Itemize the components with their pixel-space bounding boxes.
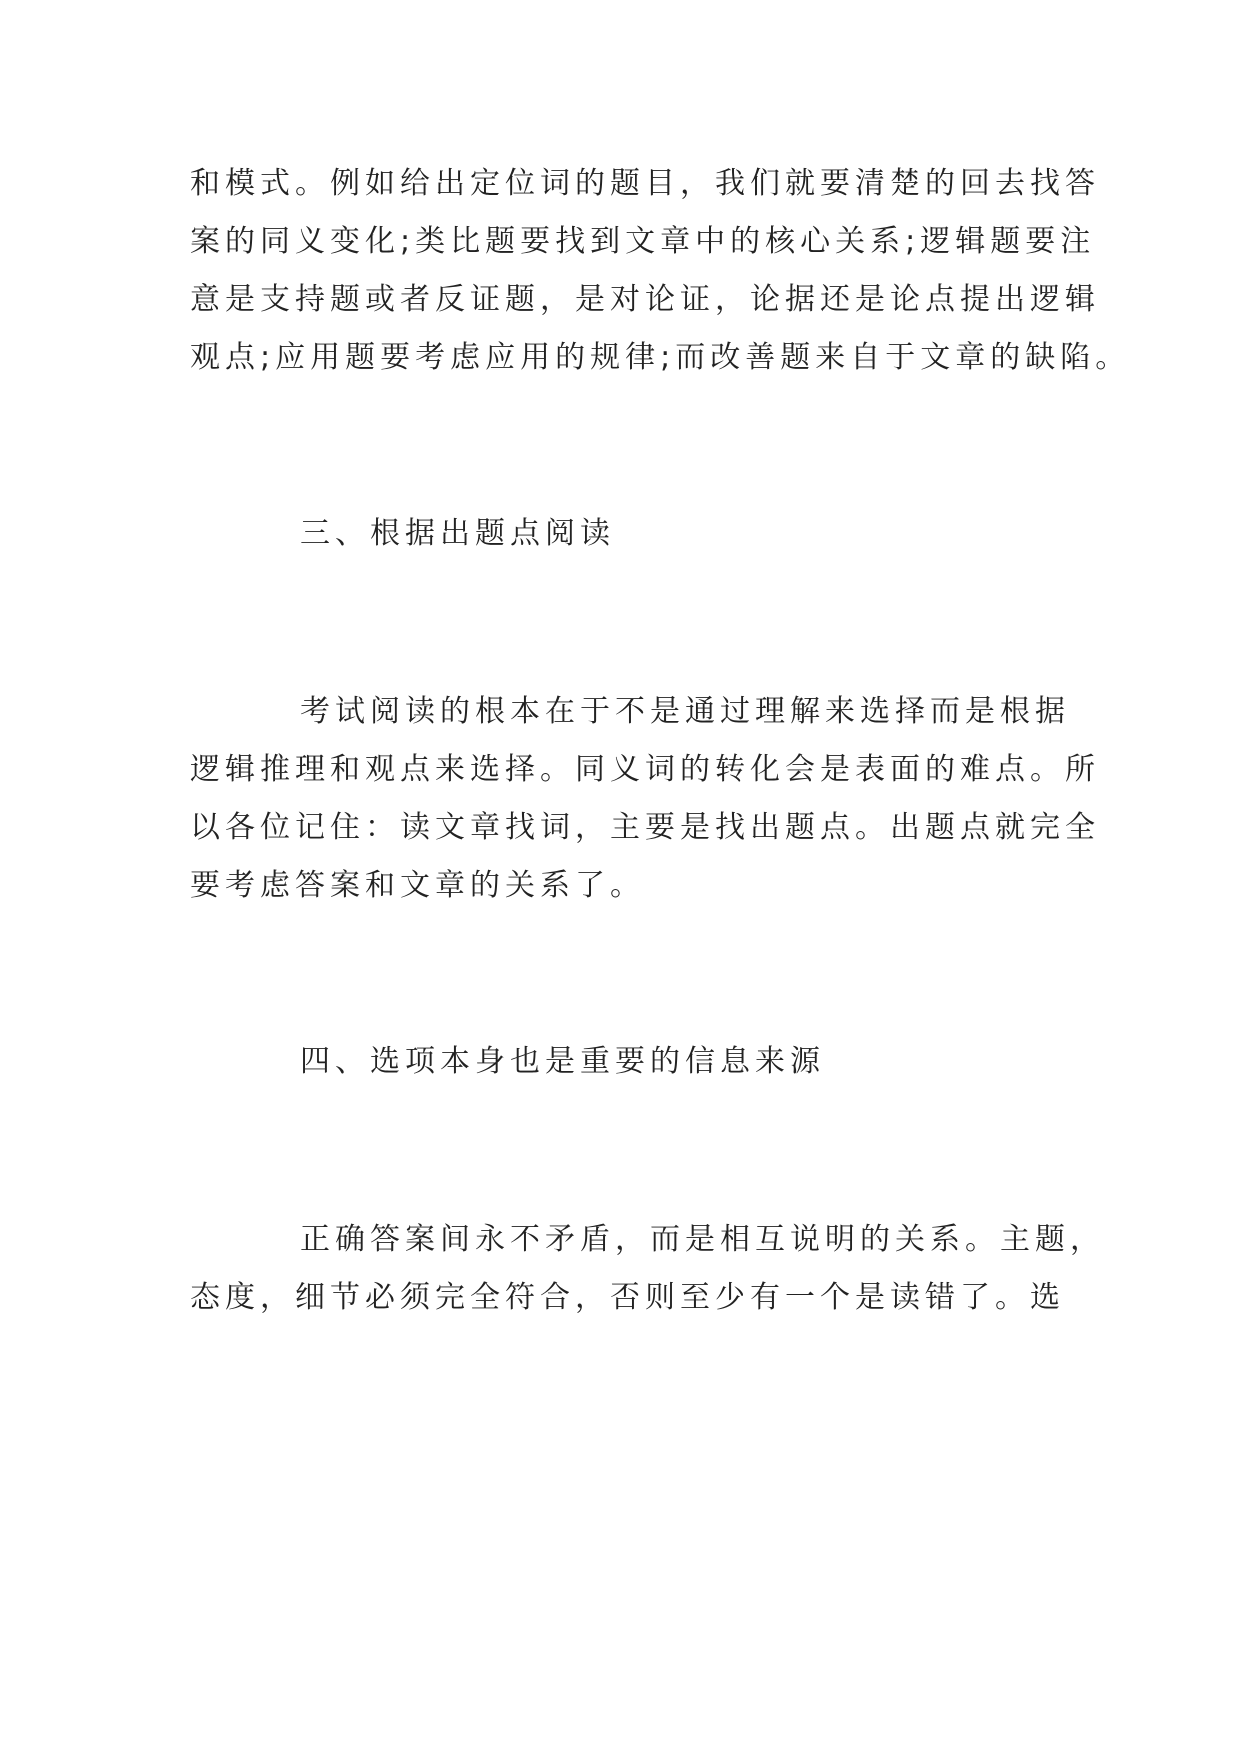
- paragraph-1-line-3: 意是支持题或者反证题，是对论证，论据还是论点提出逻辑: [190, 282, 1100, 317]
- paragraph-3-line-1: 正确答案间永不矛盾，而是相互说明的关系。主题，: [300, 1222, 1105, 1257]
- section-heading-3: 三、根据出题点阅读: [300, 516, 615, 551]
- paragraph-1-line-4: 观点;应用题要考虑应用的规律;而改善题来自于文章的缺陷。: [190, 340, 1131, 375]
- paragraph-2-line-3: 以各位记住：读文章找词，主要是找出题点。出题点就完全: [190, 810, 1100, 845]
- paragraph-2-line-1: 考试阅读的根本在于不是通过理解来选择而是根据: [300, 694, 1070, 729]
- paragraph-1-line-2: 案的同义变化;类比题要找到文章中的核心关系;逻辑题要注: [190, 224, 1096, 259]
- paragraph-2-line-2: 逻辑推理和观点来选择。同义词的转化会是表面的难点。所: [190, 752, 1100, 787]
- paragraph-2-line-4: 要考虑答案和文章的关系了。: [190, 868, 645, 903]
- section-heading-4: 四、选项本身也是重要的信息来源: [300, 1044, 825, 1079]
- paragraph-1-line-1: 和模式。例如给出定位词的题目，我们就要清楚的回去找答: [190, 166, 1100, 201]
- paragraph-3-line-2: 态度，细节必须完全符合，否则至少有一个是读错了。选: [190, 1280, 1065, 1315]
